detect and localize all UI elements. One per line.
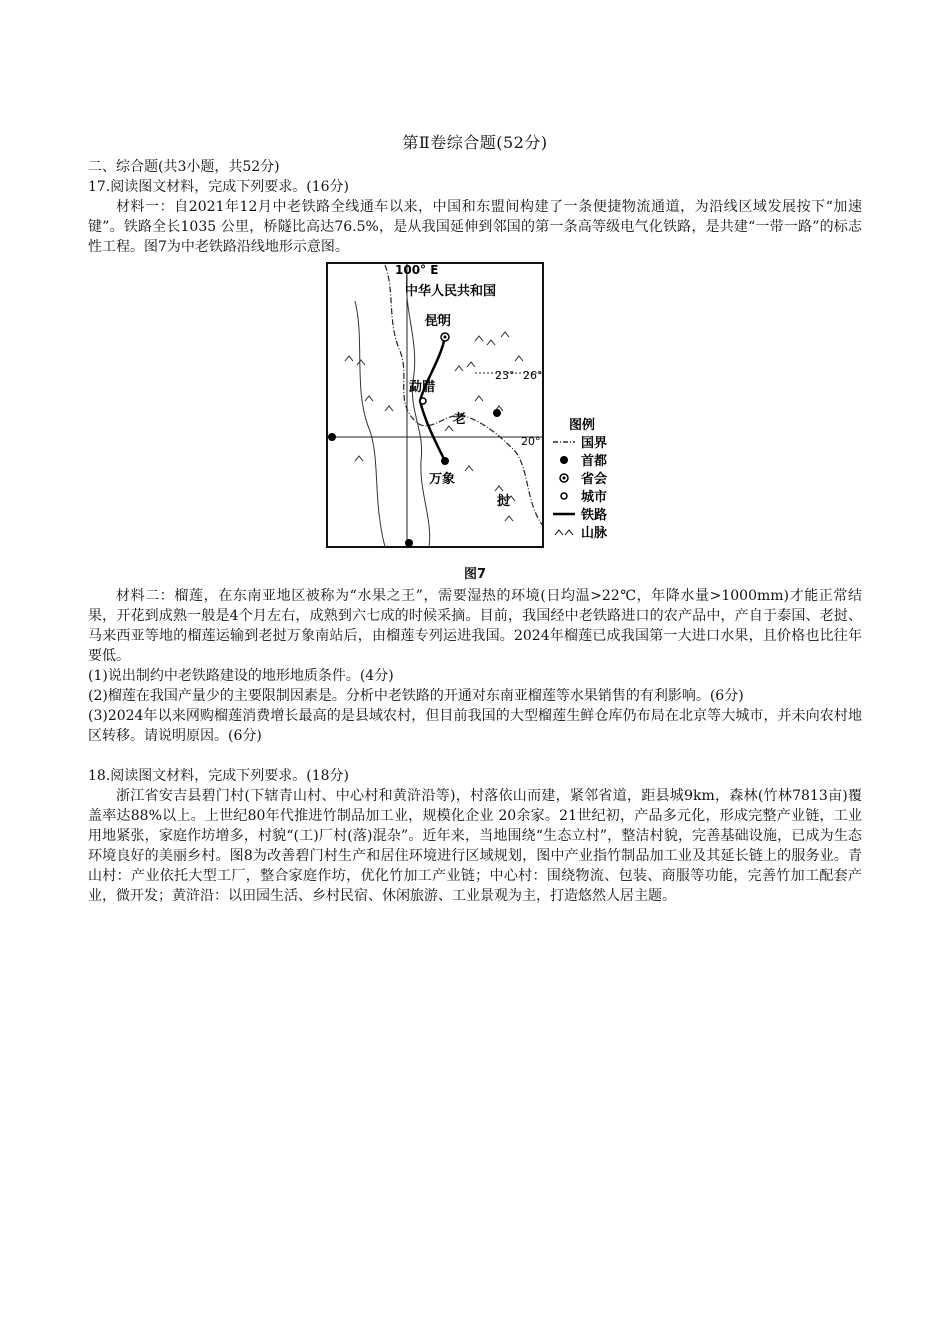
- part-heading: 二、综合题(共3小题，共52分): [88, 159, 280, 175]
- legend-city: 城市: [581, 490, 608, 505]
- city-mengla: 勐腊: [409, 380, 436, 395]
- legend-railway: 铁路: [581, 508, 608, 523]
- legend-provincial-capital: 省会: [581, 472, 608, 487]
- country-label: 中华人民共和国: [405, 284, 497, 299]
- city-kunming: 昆明: [425, 314, 452, 329]
- q17-sub2: (2)榴莲在我国产量少的主要限制因素是。分析中老铁路的开通对东南亚榴莲等水果销售的有利影响。(6分): [88, 688, 744, 704]
- legend-title: 图例: [569, 418, 596, 433]
- q17-material1: 材料一：自2021年12月中老铁路全线通车以来，中国和东盟间构建了一条便捷物流通道，为沿线区域发展按下“加速键”。铁路全长1035 公里，桥隧比高达76.5%，是从我国延伸到邻国的第一条高等级电气化铁路，是共建“一带一路”的标志性工程。图7为中老铁路沿线地形示意图。: [88, 199, 862, 255]
- q18-material: 浙江省安吉县碧门村(下辖青山村、中心村和黄浒沿等)，村落依山而建，紧邻省道，距县城9km，森林(竹林7813亩)覆盖率达88%以上。上世纪80年代推进竹制品加工业，规模化企业 20余家。21世纪初，产品多元化，形成完整产业链，工业用地紧张，家庭作坊增多，村貌“(工)厂村(落)混杂”。近年来，当地围绕“生态立村”，整洁村貌，完善基础设施，已成为生态环境良好的美丽乡村。图8为改善碧门村生产和居住环境进行区域规划，图中产业指竹制品加工业及其延长链上的服务业。青山村：产业依托大型工厂，整合家庭作坊，优化竹加工产业链；中心村：围绕物流、包装、商服等功能，完善竹加工配套产业，微开发；黄浒沿：以田园生活、乡村民宿、休闲旅游、工业景观为主，打造悠然人居主题。: [88, 788, 862, 904]
- legend-mountain: 山脉: [581, 526, 608, 541]
- q17-sub3: (3)2024年以来网购榴莲消费增长最高的是县域农村，但目前我国的大型榴莲生鲜仓库仍布局在北京等大城市，并未向农村地区转移。请说明原因。(6分): [88, 708, 862, 744]
- map-frame: [327, 263, 543, 547]
- q17-heading: 17.阅读图文材料，完成下列要求。(16分): [88, 179, 350, 195]
- lat-20: 20°: [521, 435, 541, 448]
- legend-capital: 首都: [581, 454, 608, 469]
- map-legend: [553, 417, 608, 541]
- lat-23: 23°: [495, 369, 515, 382]
- capital-marker-3: [405, 539, 413, 547]
- label-lao: 老: [453, 412, 467, 427]
- q17-sub1: (1)说出制约中老铁路建设的地形地质条件。(4分): [88, 668, 394, 684]
- lat-26: 26°: [523, 369, 543, 382]
- section-title: 第Ⅱ卷综合题(52分): [402, 133, 548, 152]
- lon-label: 100° E: [395, 263, 439, 277]
- laos-railway-map: [325, 261, 625, 553]
- exam-page: [88, 130, 862, 906]
- q18-heading: 18.阅读图文材料，完成下列要求。(18分): [88, 768, 350, 784]
- capital-marker-2: [493, 409, 501, 417]
- figure-7-caption: 图7: [463, 567, 487, 582]
- label-wo: 挝: [497, 494, 511, 509]
- vientiane-marker: [441, 457, 449, 465]
- legend-border: 国界: [581, 436, 608, 451]
- capital-marker-4: [328, 433, 336, 441]
- city-vientiane: 万象: [429, 472, 456, 487]
- mengla-marker: [420, 398, 426, 404]
- figure-7: [325, 261, 625, 582]
- q17-material2: 材料二：榴莲，在东南亚地区被称为“水果之王”，需要湿热的环境(日均温>22℃，年降水量>1000mm)才能正常结果，开花到成熟一般是4个月左右，成熟到六七成的时候采摘。目前，我国经中老铁路进口的农产品中，产自于泰国、老挝、马来西亚等地的榴莲运输到老挝万象南站后，由榴莲专列运进我国。2024年榴莲已成我国第一大进口水果，且价格也比往年要低。: [88, 588, 862, 664]
